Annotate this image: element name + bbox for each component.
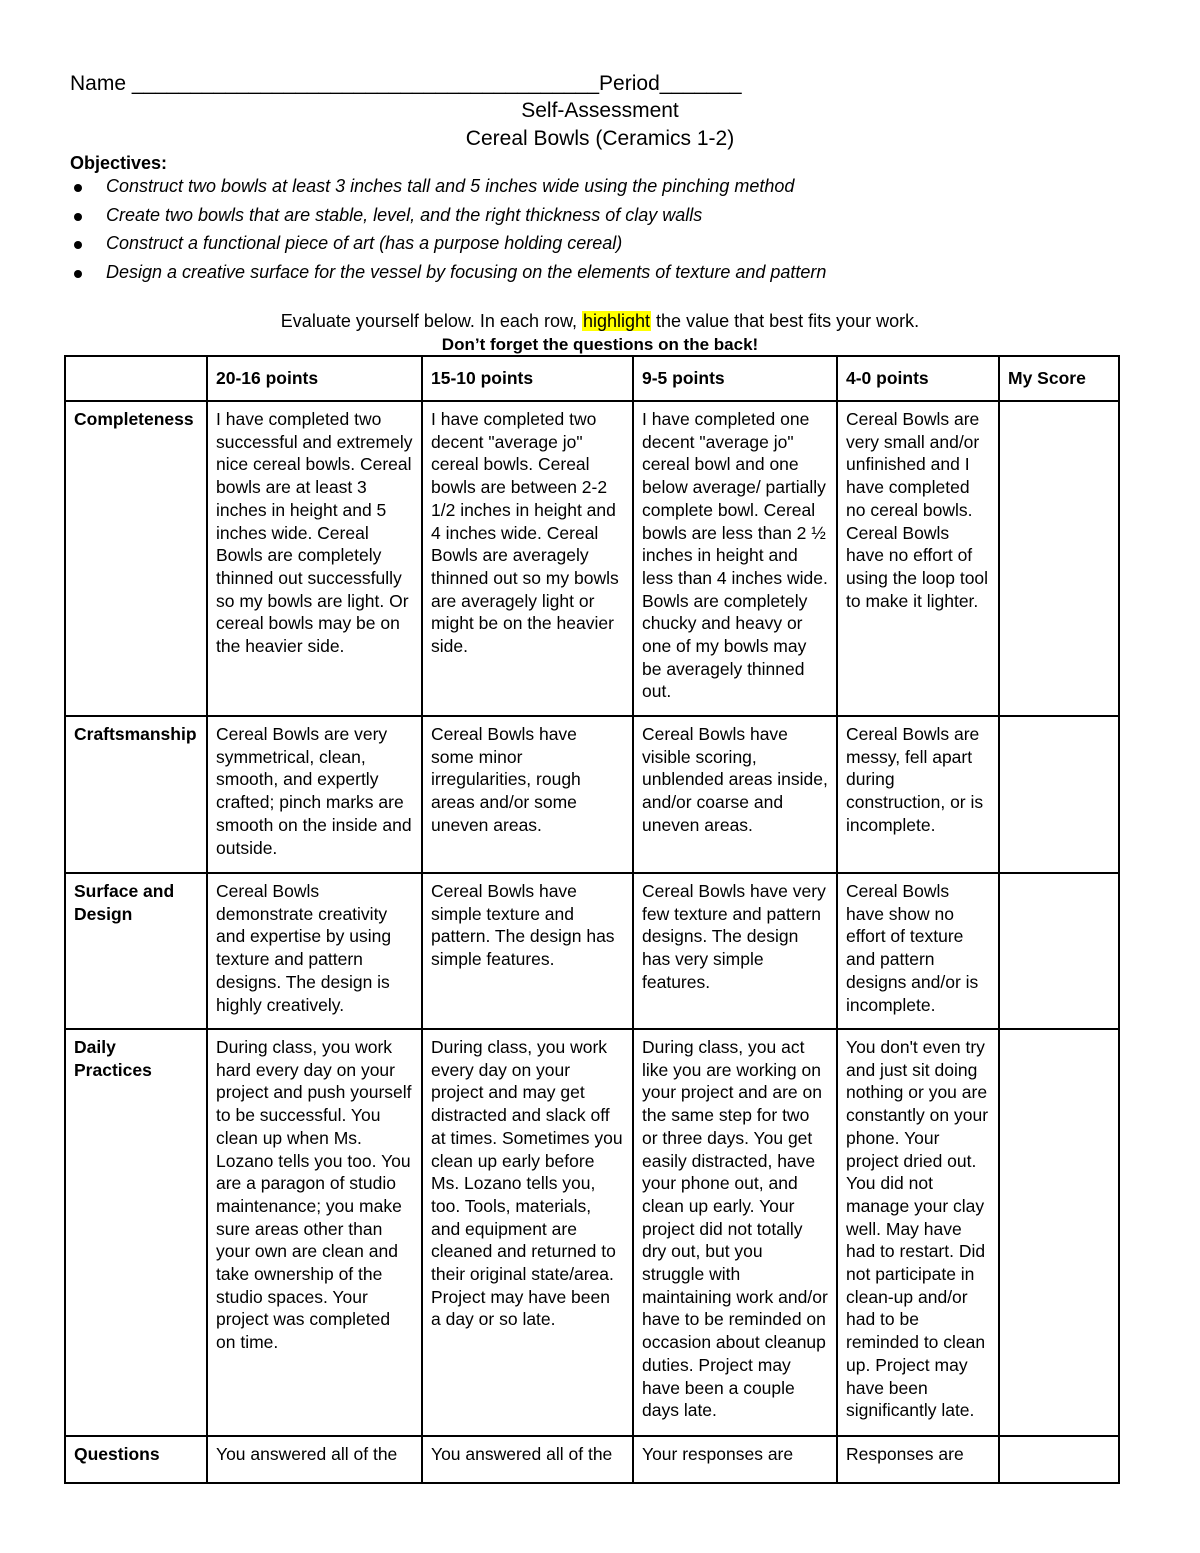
criteria-cell[interactable]: During class, you work every day on your project and may get distracted and slack off at times. Sometimes you clean up early before Ms. Lozano tells you, too. Tools, materials, and equipment are cleaned and returned to their original state/area. Project may have been a day or so late. — [422, 1029, 633, 1436]
header-cell-empty — [65, 356, 207, 401]
criteria-cell[interactable]: Cereal Bowls are very symmetrical, clean, smooth, and expertly crafted; pinch marks are smooth on the inside and outside. — [207, 716, 422, 873]
rubric-row-surface-design — [65, 873, 1119, 1029]
criteria-cell[interactable]: I have completed one decent "average jo" cereal bowl and one below average/ partially complete bowl. Cereal bowls are less than 2 ½ inches in height and less than 4 inches wide. Bowls are completely chucky and heavy or one of my bowls may be averagely thinned out. — [633, 401, 837, 716]
score-cell[interactable] — [999, 873, 1119, 1029]
header-cell-15-10: 15-10 points — [422, 356, 633, 401]
rubric-table — [64, 355, 1120, 1484]
category-cell: Craftsmanship — [65, 716, 207, 873]
name-field[interactable]: ________________________________________ — [131, 72, 600, 95]
objective-item — [70, 176, 826, 205]
criteria-cell[interactable]: Cereal Bowls are very small and/or unfinished and I have completed no cereal bowls. Cereal Bowls have no effort of using the loop tool to make it lighter. — [837, 401, 999, 716]
header-cell-9-5: 9-5 points — [633, 356, 837, 401]
criteria-cell[interactable]: Cereal Bowls have some minor irregularities, rough areas and/or some uneven areas. — [422, 716, 633, 873]
objective-item — [70, 233, 826, 262]
rubric-row-completeness — [65, 401, 1119, 716]
criteria-cell[interactable]: Cereal Bowls have show no effort of texture and pattern designs and/or is incomplete. — [837, 873, 999, 1029]
criteria-cell[interactable]: You answered all of the — [207, 1436, 422, 1483]
objective-text: Construct a functional piece of art (has a purpose holding cereal) — [106, 233, 623, 253]
objectives-heading: Objectives: — [70, 153, 168, 173]
name-label: Name — [70, 72, 127, 95]
header-cell-20-16: 20-16 points — [207, 356, 422, 401]
instructions-after: the value that best fits your work. — [651, 311, 920, 331]
bullet-icon — [74, 241, 82, 249]
criteria-cell[interactable]: Your responses are — [633, 1436, 837, 1483]
score-cell[interactable] — [999, 1029, 1119, 1436]
rubric-row-craftsmanship — [65, 716, 1119, 873]
category-cell: Questions — [65, 1436, 207, 1483]
highlight-word: highlight — [582, 311, 651, 331]
criteria-cell[interactable]: Cereal Bowls have simple texture and pattern. The design has simple features. — [422, 873, 633, 1029]
criteria-cell[interactable]: You answered all of the — [422, 1436, 633, 1483]
criteria-cell[interactable]: During class, you act like you are working on your project and are on the same step for two or three days. You get easily distracted, have your phone out, and clean up early. Your project did not totally dry out, but you struggle with maintaining work and/or have to be reminded on occasion about cleanup duties. Project may have been a couple days late. — [633, 1029, 837, 1436]
header-cell-my-score: My Score — [999, 356, 1119, 401]
period-field[interactable]: _______ — [659, 72, 742, 95]
objectives-list — [70, 176, 826, 290]
criteria-cell[interactable]: During class, you work hard every day on your project and push yourself to be successful. You clean up when Ms. Lozano tells you too. You are a paragon of studio maintenance; you make sure areas other than your own are clean and take ownership of the studio spaces. Your project was completed on time. — [207, 1029, 422, 1436]
bullet-icon — [74, 213, 82, 221]
score-cell[interactable] — [999, 716, 1119, 873]
criteria-cell[interactable]: Cereal Bowls have visible scoring, unblended areas inside, and/or coarse and uneven areas. — [633, 716, 837, 873]
rubric-row-daily-practices — [65, 1029, 1119, 1436]
objective-item — [70, 262, 826, 291]
page-title: Self-Assessment — [521, 99, 679, 122]
evaluate-instructions — [0, 311, 1200, 332]
objective-text: Construct two bowls at least 3 inches tall and 5 inches wide using the pinching method — [106, 176, 795, 196]
criteria-cell[interactable]: You don't even try and just sit doing nothing or you are constantly on your phone. Your project dried out. You did not manage your clay well. May have had to restart. Did not participate in clean-up and/or had to be reminded to clean up. Project may have been significantly late. — [837, 1029, 999, 1436]
reminder-text: Don’t forget the questions on the back! — [441, 335, 759, 354]
criteria-cell[interactable]: I have completed two decent "average jo" cereal bowls. Cereal bowls are between 2-2 1/2 inches in height and 4 inches wide. Cereal Bowls are averagely thinned out so my bowls are averagely light or might be on the heavier side. — [422, 401, 633, 716]
page-subtitle: Cereal Bowls (Ceramics 1-2) — [465, 127, 735, 150]
bullet-icon — [74, 184, 82, 192]
criteria-cell[interactable]: I have completed two successful and extremely nice cereal bowls. Cereal bowls are at least 3 inches in height and 5 inches wide. Cereal Bowls are completely thinned out successfully so my bowls are light. Or cereal bowls may be on the heavier side. — [207, 401, 422, 716]
rubric-row-questions — [65, 1436, 1119, 1483]
score-cell[interactable] — [999, 1436, 1119, 1483]
objective-text: Design a creative surface for the vessel by focusing on the elements of texture and pattern — [106, 261, 827, 282]
rubric-header-row — [65, 356, 1119, 401]
header-cell-4-0: 4-0 points — [837, 356, 999, 401]
category-cell: Surface and Design — [65, 873, 207, 1029]
category-cell: Daily Practices — [65, 1029, 207, 1436]
name-period-line — [70, 72, 742, 96]
period-label: Period — [599, 72, 660, 95]
score-cell[interactable] — [999, 401, 1119, 716]
criteria-cell[interactable]: Cereal Bowls demonstrate creativity and expertise by using texture and pattern designs. The design is highly creatively. — [207, 873, 422, 1029]
objective-text: Create two bowls that are stable, level, and the right thickness of clay walls — [106, 204, 703, 225]
criteria-cell[interactable]: Cereal Bowls have very few texture and pattern designs. The design has very simple features. — [633, 873, 837, 1029]
criteria-cell[interactable]: Cereal Bowls are messy, fell apart during construction, or is incomplete. — [837, 716, 999, 873]
objective-item — [70, 205, 826, 234]
category-cell: Completeness — [65, 401, 207, 716]
criteria-cell[interactable]: Responses are — [837, 1436, 999, 1483]
bullet-icon — [74, 270, 82, 278]
instructions-before: Evaluate yourself below. In each row, — [280, 311, 582, 331]
